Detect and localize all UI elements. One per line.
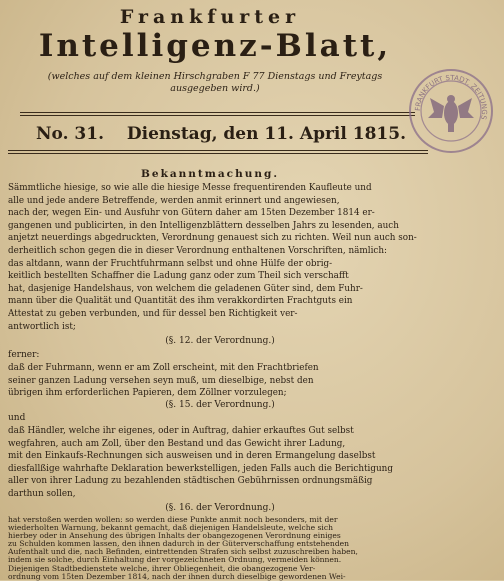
notice-heading: Bekanntmachung. bbox=[141, 168, 279, 180]
text-line: antwortlich ist; bbox=[8, 321, 76, 332]
rule-top bbox=[20, 112, 415, 113]
text-line: wiederholten Warnung, bekannt gemacht, daß diejenigen Handelsleute, welche sich bbox=[8, 524, 333, 533]
text-line: alle und jede andere Betreffende, werden anmit erinnert und angewiesen, bbox=[8, 195, 340, 206]
text-line: ordnung vom 15ten Dezember 1814, nach der ihnen durch dieselbige gewordenen Wei- bbox=[8, 572, 346, 581]
text-line: keitlich bestellten Schaffner die Ladung ganz oder zum Theil sich verschafft bbox=[8, 271, 349, 282]
eagle-icon bbox=[428, 95, 474, 132]
text-line: hat, dasjenige Handelshaus, von welchem die geladenen Güter sind, dem Fuhr- bbox=[8, 283, 363, 294]
rule-bottom-2 bbox=[8, 153, 428, 154]
text-line: aller von ihrer Ladung zu bezahlenden städtischen Gebührnissen ordnungsmäßig bbox=[8, 476, 373, 487]
seal-text: FRANKFURT STADT. ZEITUNGS bbox=[413, 73, 489, 121]
reference-paragraph-16: (§. 16. der Verordnung.) bbox=[165, 503, 275, 513]
label-und: und bbox=[8, 413, 26, 423]
stamp-seal bbox=[408, 68, 494, 154]
text-line: hierbey oder in Ansehung des übrigen Inhalts der obangezogenen Verordnung einiges bbox=[8, 532, 341, 541]
text-line: übrigen ihm erforderlichen Papieren, dem Zöllner vorzulegen; bbox=[8, 388, 287, 399]
issue-number: No. 31. bbox=[36, 124, 104, 144]
paragraph-2 bbox=[8, 362, 428, 400]
paragraph-1 bbox=[8, 182, 428, 333]
issue-date: Dienstag, den 11. April 1815. bbox=[126, 124, 406, 144]
text-line: gangenen und publicirten, in den Intelligenzblättern desselben Jahrs zu lesenden, auch bbox=[8, 220, 399, 231]
label-ferner: ferner: bbox=[8, 350, 40, 360]
text-line: indem sie solche, durch Einhaltung der vorgezeichneten Ordnung, vermeiden können. bbox=[8, 556, 342, 565]
text-line: Sämmtliche hiesige, so wie alle die hiesige Messe frequentirenden Kaufleute und bbox=[8, 183, 372, 193]
reference-paragraph-15: (§. 15. der Verordnung.) bbox=[165, 400, 275, 410]
subtitle-line-2: ausgegeben wird.) bbox=[170, 83, 260, 94]
masthead-title: Intelligenz-Blatt, bbox=[38, 28, 392, 64]
text-line: anjetzt neuerdings abgedruckten, Verordnung genauest sich zu richten. Weil nun auch son- bbox=[8, 233, 417, 244]
text-line: daß der Fuhrmann, wenn er am Zoll erscheint, mit den Frachtbriefen bbox=[8, 363, 319, 373]
masthead-top: Frankfurter bbox=[119, 6, 301, 28]
reference-paragraph-12: (§. 12. der Verordnung.) bbox=[165, 336, 275, 346]
masthead-subtitle bbox=[0, 71, 430, 95]
text-line: seiner ganzen Ladung versehen seyn muß, um dieselbige, nebst den bbox=[8, 375, 314, 386]
subtitle-line-1: (welches auf dem kleinen Hirschgraben F 77 Dienstags und Freytags bbox=[47, 71, 383, 82]
text-line: das altdann, wann der Fruchtfuhrmann selbst und ohne Hülfe der obrig- bbox=[8, 258, 333, 269]
text-line: Diejenigen Stadtbedienstete welche, ihrer Obliegenheit, die obangezogene Ver- bbox=[8, 564, 316, 573]
text-line: zu Schulden kommen lassen, den ihnen dadurch in der Güterverschaffung entstehenden bbox=[8, 540, 350, 549]
rule-bottom bbox=[8, 150, 428, 151]
paragraph-3 bbox=[8, 425, 428, 501]
issue-line bbox=[36, 124, 406, 144]
paragraph-4 bbox=[8, 516, 428, 581]
text-line: daß Händler, welche ihr eigenes, oder in Auftrag, dahier erkauftes Gut selbst bbox=[8, 426, 354, 436]
text-line: darthun sollen, bbox=[8, 488, 76, 499]
text-line: wegfahren, auch am Zoll, über den Bestand und das Gewicht ihrer Ladung, bbox=[8, 438, 346, 449]
text-line: nach der, wegen Ein- und Ausfuhr von Gütern daher am 15ten Dezember 1814 er- bbox=[8, 208, 375, 219]
rule-top-2 bbox=[20, 115, 415, 116]
text-line: mann über die Qualität und Quantität des ihm verakkordirten Frachtguts ein bbox=[8, 296, 353, 307]
text-line: diesfallßige wahrhafte Deklaration bewerkstelligen, jeden Falls auch die Berichtigung bbox=[8, 463, 393, 474]
text-line: Attestat zu geben verbunden, und für dessel ben Richtigkeit ver- bbox=[8, 308, 298, 319]
text-line: Aufenthalt und die, nach Befinden, eintrettenden Strafen sich selbst zuzuschreiben haben, bbox=[8, 548, 358, 557]
text-line: hat verstoßen werden wollen: so werden diese Punkte anmit noch besonders, mit der bbox=[8, 516, 338, 524]
text-line: mit den Einkaufs-Rechnungen sich ausweisen und in deren Ermangelung daselbst bbox=[8, 451, 376, 462]
text-line: derheitlich schon gegen die in dieser Verordnung enthaltenen Vorschriften, nämlich: bbox=[8, 245, 387, 256]
